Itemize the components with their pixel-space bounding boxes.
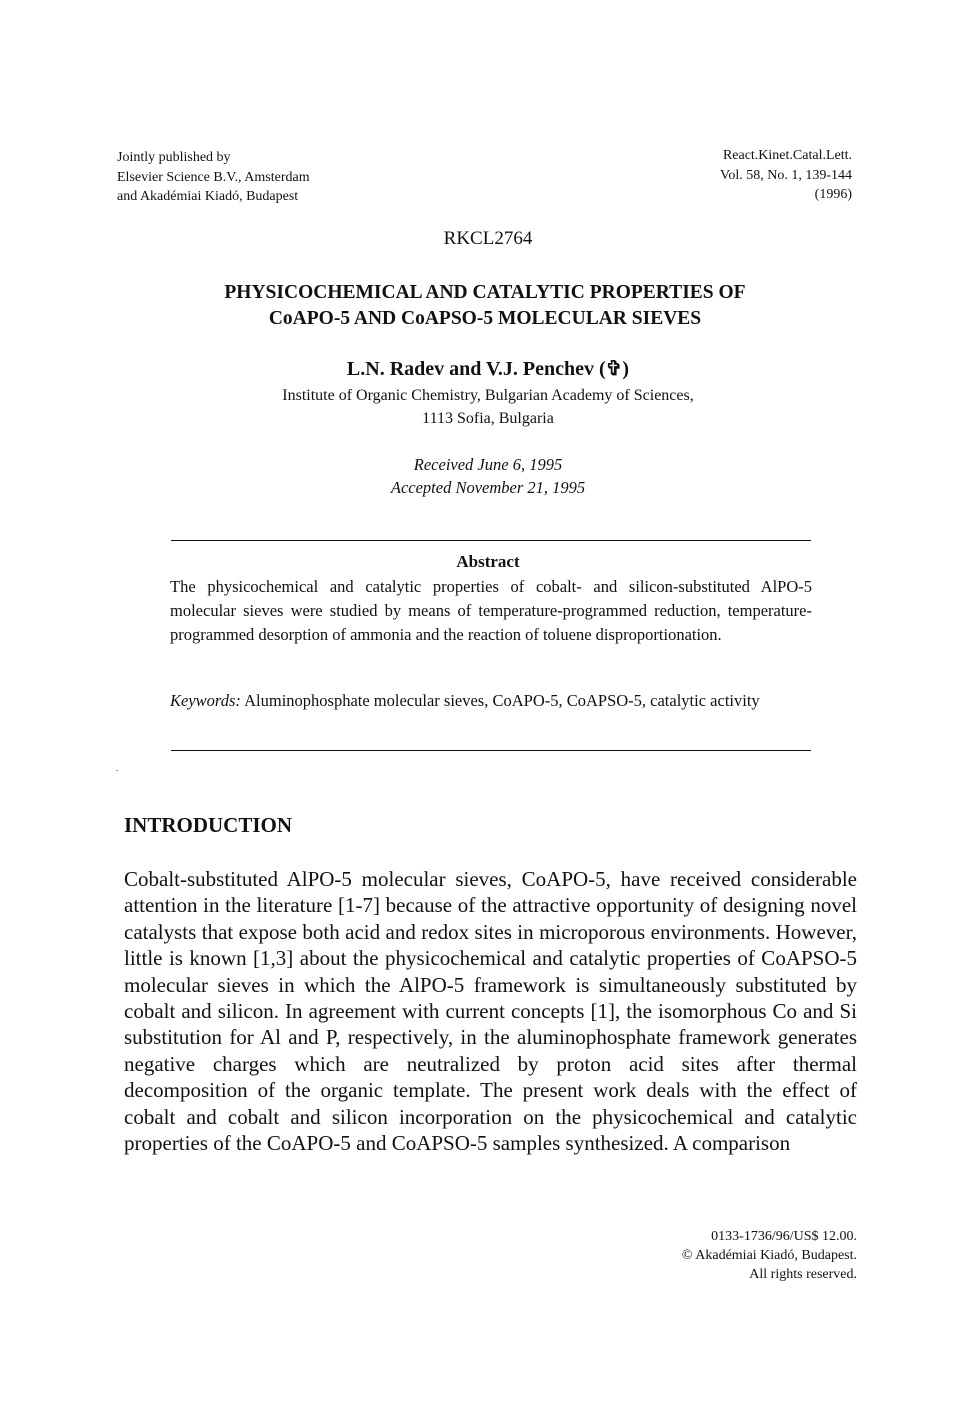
journal-line: (1996) (814, 187, 852, 202)
accepted-date: Accepted November 21, 1995 (390, 478, 586, 497)
dates (0, 453, 976, 499)
journal-line: Vol. 58, No. 1, 139-144 (720, 167, 852, 183)
footer-line: 0133-1736/96/US$ 12.00. (711, 1229, 857, 1244)
affiliation (0, 384, 976, 430)
abstract-text: The physicochemical and catalytic properties of cobalt- and silicon-substituted AlPO-5 molecular sieves were studied by means of temperature-programmed reduction, temperature-programmed desorption of ammonia and the reaction of toluene disproportionation. (170, 577, 812, 644)
publisher-info (117, 148, 310, 207)
introduction-heading: INTRODUCTION (124, 813, 293, 837)
title-line: PHYSICOCHEMICAL AND CATALYTIC PROPERTIES OF (224, 282, 746, 303)
keywords (170, 689, 812, 713)
abstract-top-rule (171, 540, 811, 541)
received-date: Received June 6, 1995 (413, 455, 563, 474)
publisher-line: and Akadémiai Kiadó, Budapest (117, 189, 299, 204)
publisher-line: Elsevier Science B.V., Amsterdam (117, 169, 310, 185)
affiliation-line: Institute of Organic Chemistry, Bulgarian Academy of Sciences, (282, 387, 694, 404)
title-line: CoAPO-5 AND CoAPSO-5 MOLECULAR SIEVES (268, 308, 702, 329)
footer-line: All rights reserved. (749, 1267, 857, 1282)
abstract-heading: Abstract (456, 552, 520, 571)
publisher-line: Jointly published by (117, 150, 231, 165)
journal-info (720, 146, 852, 205)
scan-speck (116, 770, 118, 771)
footer-line: © Akadémiai Kiadó, Budapest. (681, 1248, 857, 1263)
introduction-text: Cobalt-substituted AlPO-5 molecular sieves, CoAPO-5, have received considerable attention in the literature [1-7] because of the attractive opportunity of designing novel catalysts that expose both acid and redox sites in microporous environments. However, little is known [1,3] about the physicochemical and catalytic properties of CoAPSO-5 molecular sieves in which the AlPO-5 framework is simultaneously substituted by cobalt and silicon. In agreement with current concepts [1], the isomorphous Co and Si substitution for Al and P, respectively, in the aluminophosphate framework generates negative charges which are neutralized by proton acid sites after thermal decomposition of the organic template. The present work deals with the effect of cobalt and cobalt and silicon incorporation on the physicochemical and catalytic properties of the CoAPO-5 and CoAPSO-5 samples synthesized. A comparison (124, 867, 857, 1156)
abstract-bottom-rule (171, 750, 811, 751)
keywords-label: Keywords: (170, 691, 241, 710)
paper-code: RKCL2764 (443, 228, 533, 249)
affiliation-line: 1113 Sofia, Bulgaria (422, 410, 554, 427)
keywords-text: Aluminophosphate molecular sieves, CoAPO-5, CoAPSO-5, catalytic activity (244, 691, 760, 710)
journal-line: React.Kinet.Catal.Lett. (722, 148, 852, 163)
copyright-footer (682, 1227, 857, 1284)
authors: L.N. Radev and V.J. Penchev (✞) (346, 358, 630, 380)
paper-title (120, 280, 850, 332)
